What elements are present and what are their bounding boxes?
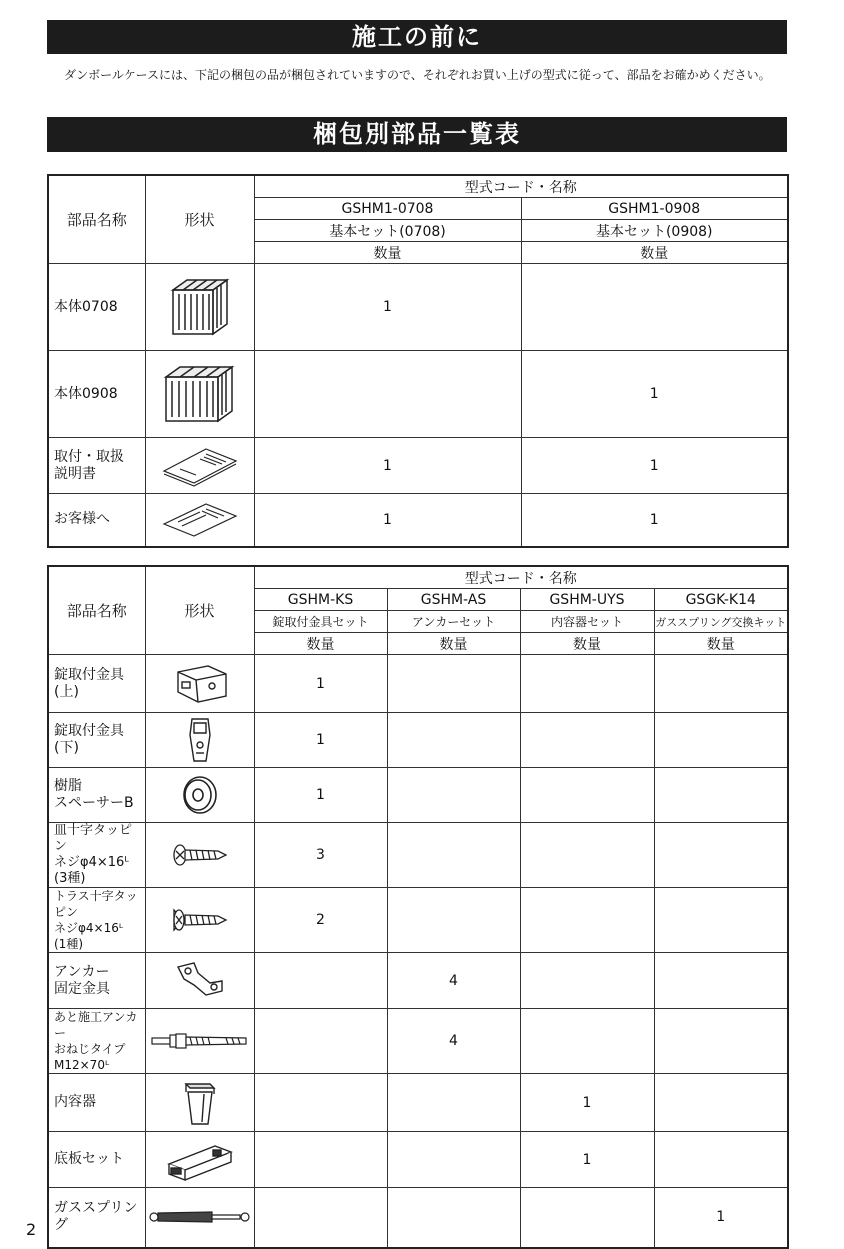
qty-cell: 1 <box>520 1132 654 1188</box>
model-name: アンカーセット <box>387 611 520 633</box>
part-name: あと施工アンカー おねじタイプ M12×70ᴸ <box>48 1009 145 1074</box>
table-row <box>48 1132 788 1188</box>
qty-cell: 1 <box>521 494 788 547</box>
qty-cell <box>521 264 788 351</box>
table-row <box>48 655 788 713</box>
qty-cell <box>654 768 788 823</box>
qty-cell: 1 <box>254 713 387 768</box>
table-row <box>48 713 788 768</box>
table-row <box>48 1009 788 1074</box>
model-code: GSGK-K14 <box>654 589 788 611</box>
parts-table-options <box>47 565 789 1249</box>
model-code: GSHM1-0908 <box>521 198 788 220</box>
col-header-part-name: 部品名称 <box>48 175 145 264</box>
qty-header: 数量 <box>254 242 521 264</box>
part-name: お客様へ <box>48 494 145 547</box>
qty-cell <box>254 1009 387 1074</box>
qty-cell <box>387 768 520 823</box>
qty-cell: 1 <box>254 438 521 494</box>
qty-cell <box>520 953 654 1009</box>
qty-cell <box>387 823 520 888</box>
storage-box-icon <box>145 264 254 351</box>
qty-cell <box>387 713 520 768</box>
qty-cell: 4 <box>387 1009 520 1074</box>
part-name: アンカー 固定金具 <box>48 953 145 1009</box>
qty-cell <box>520 655 654 713</box>
qty-cell <box>254 1074 387 1132</box>
qty-cell <box>387 1188 520 1248</box>
part-name: トラス十字タッピン ネジφ4×16ᴸ (1種) <box>48 888 145 953</box>
part-name: ガススプリング <box>48 1188 145 1248</box>
part-name: 錠取付金具 (上) <box>48 655 145 713</box>
qty-header: 数量 <box>654 633 788 655</box>
anchor-bracket-icon <box>145 953 254 1009</box>
table-row <box>48 888 788 953</box>
qty-cell <box>654 1074 788 1132</box>
part-name: 錠取付金具 (下) <box>48 713 145 768</box>
model-code: GSHM-UYS <box>520 589 654 611</box>
qty-cell: 2 <box>254 888 387 953</box>
part-name: 本体0908 <box>48 351 145 438</box>
qty-cell: 1 <box>521 438 788 494</box>
qty-cell <box>654 655 788 713</box>
part-name: 内容器 <box>48 1074 145 1132</box>
col-header-part-name: 部品名称 <box>48 566 145 655</box>
manual-booklet-icon <box>145 438 254 494</box>
model-name: 基本セット(0708) <box>254 220 521 242</box>
table-row <box>48 438 788 494</box>
qty-cell <box>387 1132 520 1188</box>
table-row <box>48 1074 788 1132</box>
qty-cell <box>520 713 654 768</box>
qty-cell: 4 <box>387 953 520 1009</box>
col-header-model-group: 型式コード・名称 <box>254 175 788 198</box>
col-header-shape: 形状 <box>145 566 254 655</box>
table-heading: 梱包別部品一覧表 <box>47 117 787 152</box>
table-row <box>48 351 788 438</box>
qty-cell <box>654 953 788 1009</box>
table-row <box>48 264 788 351</box>
qty-cell: 1 <box>254 768 387 823</box>
qty-cell: 1 <box>521 351 788 438</box>
qty-cell <box>520 823 654 888</box>
qty-cell: 1 <box>520 1074 654 1132</box>
model-name: 基本セット(0908) <box>521 220 788 242</box>
leaflet-icon <box>145 494 254 547</box>
table-row <box>48 823 788 888</box>
parts-table-basic <box>47 174 789 548</box>
part-name: 底板セット <box>48 1132 145 1188</box>
qty-header: 数量 <box>387 633 520 655</box>
qty-cell <box>520 888 654 953</box>
model-name: ガススプリング交換キット <box>654 611 788 633</box>
qty-cell <box>387 1074 520 1132</box>
qty-cell: 1 <box>254 655 387 713</box>
bottom-plate-icon <box>145 1132 254 1188</box>
qty-cell <box>387 655 520 713</box>
qty-header: 数量 <box>521 242 788 264</box>
gas-spring-icon <box>145 1188 254 1248</box>
lock-bracket-upper-icon <box>145 655 254 713</box>
flat-head-screw-icon <box>145 823 254 888</box>
table-row <box>48 494 788 547</box>
qty-cell <box>654 713 788 768</box>
model-code: GSHM-KS <box>254 589 387 611</box>
inner-container-icon <box>145 1074 254 1132</box>
qty-cell <box>387 888 520 953</box>
qty-cell <box>654 1132 788 1188</box>
table-row <box>48 768 788 823</box>
qty-cell <box>654 888 788 953</box>
qty-cell <box>654 1009 788 1074</box>
model-name: 錠取付金具セット <box>254 611 387 633</box>
qty-cell: 3 <box>254 823 387 888</box>
qty-cell: 1 <box>254 494 521 547</box>
qty-cell <box>654 823 788 888</box>
qty-cell <box>520 768 654 823</box>
model-code: GSHM-AS <box>387 589 520 611</box>
model-name: 内容器セット <box>520 611 654 633</box>
table-row <box>48 1188 788 1248</box>
qty-cell <box>254 1132 387 1188</box>
qty-cell <box>520 1188 654 1248</box>
spacer-ring-icon <box>145 768 254 823</box>
intro-text: ダンボールケースには、下記の梱包の品が梱包されていますので、それぞれお買い上げの型式に従って、部品をお確かめください。 <box>64 68 771 82</box>
anchor-bolt-icon <box>145 1009 254 1074</box>
lock-bracket-lower-icon <box>145 713 254 768</box>
section-heading: 施工の前に <box>47 20 787 54</box>
part-name: 樹脂 スペーサーB <box>48 768 145 823</box>
qty-cell <box>254 953 387 1009</box>
qty-cell: 1 <box>254 264 521 351</box>
table-row <box>48 953 788 1009</box>
storage-box-icon <box>145 351 254 438</box>
truss-head-screw-icon <box>145 888 254 953</box>
qty-cell <box>254 1188 387 1248</box>
qty-cell <box>254 351 521 438</box>
col-header-shape: 形状 <box>145 175 254 264</box>
qty-cell <box>520 1009 654 1074</box>
qty-header: 数量 <box>254 633 387 655</box>
qty-header: 数量 <box>520 633 654 655</box>
col-header-model-group: 型式コード・名称 <box>254 566 788 589</box>
model-code: GSHM1-0708 <box>254 198 521 220</box>
qty-cell: 1 <box>654 1188 788 1248</box>
part-name: 本体0708 <box>48 264 145 351</box>
page-number: 2 <box>26 1220 37 1239</box>
part-name: 取付・取扱 説明書 <box>48 438 145 494</box>
part-name: 皿十字タッピン ネジφ4×16ᴸ (3種) <box>48 823 145 888</box>
